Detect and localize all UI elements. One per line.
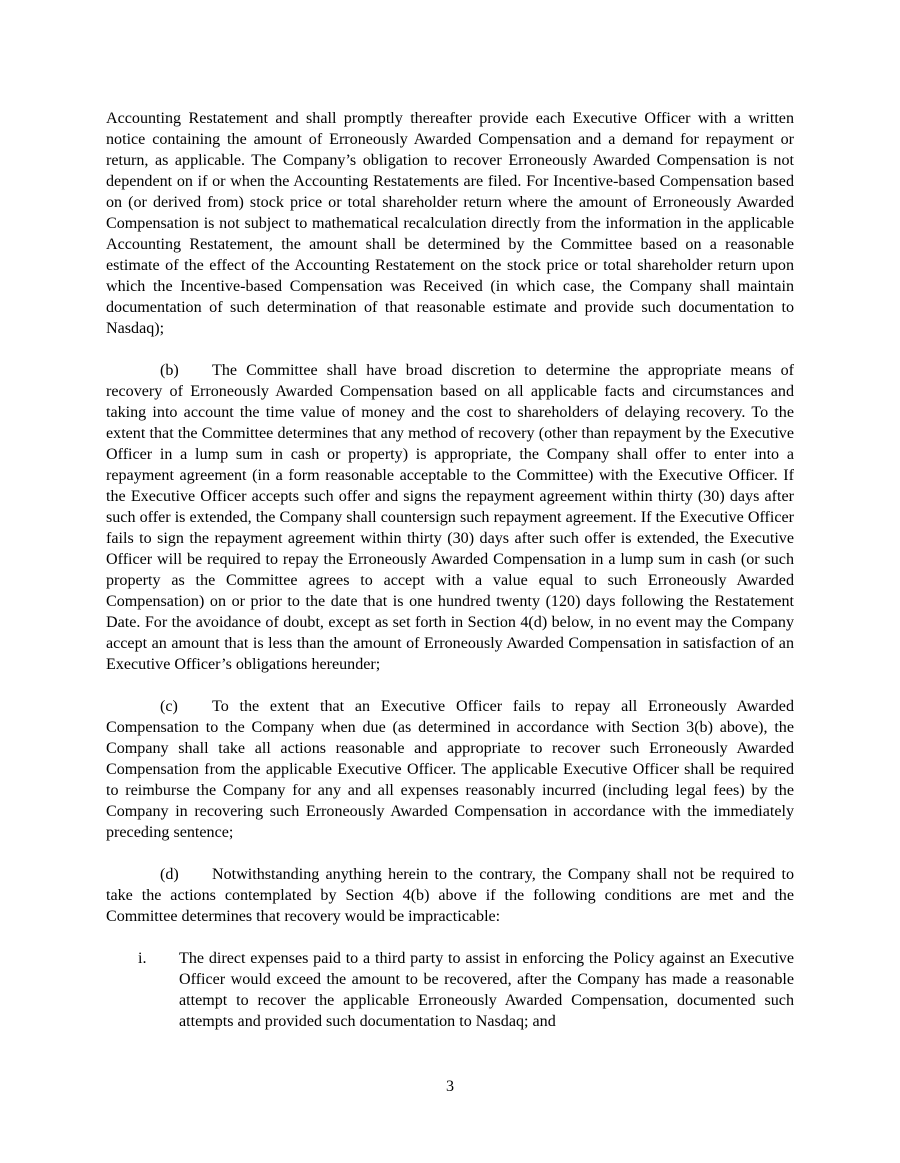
section-d-paragraph [106,864,794,927]
section-b-text: The Committee shall have broad discretion to determine the appropriate means of recovery of Erroneously Awarded Compensation based on all applicable facts and circumstances and taking into account the time value of money and the cost to shareholders of delaying recovery. To the extent that the Committee determines that any method of recovery (other than repayment by the Executive Officer in a lump sum in cash or property) is appropriate, the Company shall offer to enter into a repayment agreement (in a form reasonable acceptable to the Committee) with the Executive Officer. If the Executive Officer accepts such offer and signs the repayment agreement within thirty (30) days after such offer is extended, the Company shall countersign such repayment agreement. If the Executive Officer fails to sign the repayment agreement within thirty (30) days after such offer is extended, the Executive Officer will be required to repay the Erroneously Awarded Compensation in a lump sum in cash (or such property as the Committee agrees to accept with a value equal to such Erroneously Awarded Compensation) on or prior to the date that is one hundred twenty (120) days following the Restatement Date. For the avoidance of doubt, except as set forth in Section 4(d) below, in no event may the Company accept an amount that is less than the amount of Erroneously Awarded Compensation in satisfaction of an Executive Officer’s obligations hereunder; [106,362,794,673]
section-b-label: (b) [160,362,179,379]
page-number: 3 [445,1078,455,1095]
document-body [106,108,794,1032]
list-item-i-text: The direct expenses paid to a third party to assist in enforcing the Policy against an Executive Officer would exceed the amount to be recovered, after the Company has made a reasonable attempt to recover the applicable Erroneously Awarded Compensation, documented such attempts and provided such documentation to Nasdaq; and [179,950,794,1030]
section-c-paragraph [106,696,794,843]
section-d-text: Notwithstanding anything herein to the contrary, the Company shall not be required to take the actions contemplated by Section 4(b) above if the following conditions are met and the Committee determines that recovery would be impracticable: [106,866,794,925]
list-marker-i: i. [138,950,147,967]
section-d-label: (d) [160,866,179,883]
intro-paragraph: Accounting Restatement and shall promptly thereafter provide each Executive Officer with a written notice containing the amount of Erroneously Awarded Compensation and a demand for repayment or return, as applicable. The Company’s obligation to recover Erroneously Awarded Compensation is not dependent on if or when the Accounting Restatements are filed. For Incentive-based Compensation based on (or derived from) stock price or total shareholder return where the amount of Erroneously Awarded Compensation is not subject to mathematical recalculation directly from the information in the applicable Accounting Restatement, the amount shall be determined by the Committee based on a reasonable estimate of the effect of the Accounting Restatement on the stock price or total shareholder return upon which the Incentive-based Compensation was Received (in which case, the Company shall maintain documentation of such determination of that reasonable estimate and provide such documentation to Nasdaq); [106,110,794,337]
list-item-i [106,948,794,1032]
section-b-paragraph [106,360,794,675]
section-c-label: (c) [160,698,178,715]
section-c-text: To the extent that an Executive Officer fails to repay all Erroneously Awarded Compensation to the Company when due (as determined in accordance with Section 3(b) above), the Company shall take all actions reasonable and appropriate to recover such Erroneously Awarded Compensation from the applicable Executive Officer. The applicable Executive Officer shall be required to reimburse the Company for any and all expenses reasonably incurred (including legal fees) by the Company in recovering such Erroneously Awarded Compensation in accordance with the immediately preceding sentence; [106,698,794,841]
